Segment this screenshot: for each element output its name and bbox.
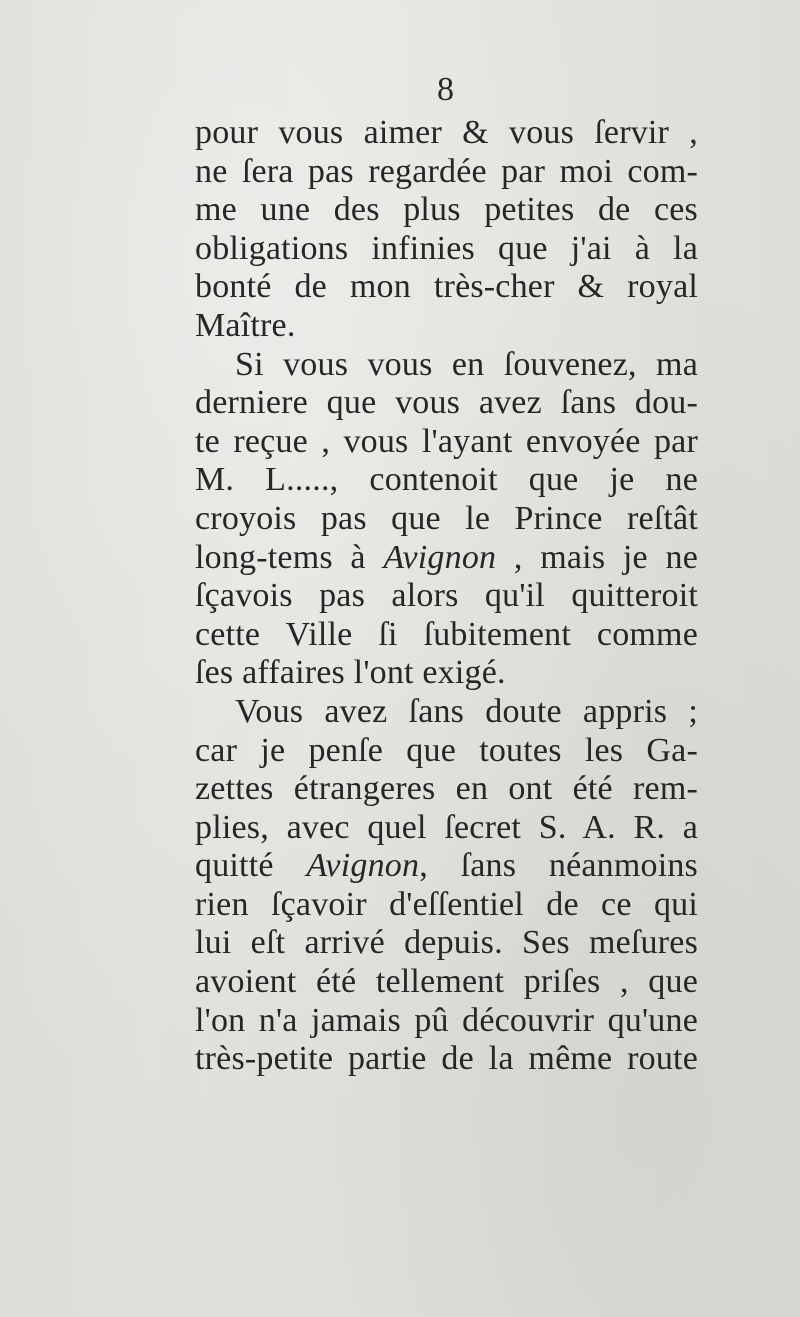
text-line: ſçavois pas alors qu'il quitteroit [195, 577, 698, 615]
text-line: l'on n'a jamais pû découvrir qu'une [195, 1001, 698, 1039]
text-segment: quitté [195, 847, 307, 885]
text-line: ne ſera pas regardée par moi com- [195, 152, 698, 190]
text-line: Vous avez ſans doute appris ; [235, 692, 698, 730]
text-line: croyois pas que le Prince reſtât [195, 499, 698, 537]
text-line [195, 539, 698, 578]
body-text [195, 114, 698, 1079]
text-line: te reçue , vous l'ayant envoyée par [195, 422, 698, 460]
page-number: 8 [437, 71, 454, 108]
text-line: ſes affaires l'ont exigé. [195, 654, 506, 692]
text-line: pour vous aimer & vous ſervir , [195, 114, 698, 151]
text-line: derniere que vous avez ſans dou- [195, 384, 698, 422]
text-line: avoient été tellement priſes , que [195, 963, 698, 1001]
text-segment: , mais je ne [496, 538, 698, 576]
text-segment: long-tems à [195, 538, 384, 576]
text-line: plies, avec quel ſecret S. A. R. a [195, 808, 698, 846]
italic-place-name: Avignon [383, 538, 497, 576]
text-line: me une des plus petites de ces [195, 191, 698, 229]
text-line [195, 847, 698, 886]
text-line: bonté de mon très-cher & royal [195, 268, 698, 306]
text-line: zettes étrangeres en ont été rem- [195, 770, 698, 808]
text-line: obligations infinies que j'ai à la [195, 229, 698, 267]
text-line: Maître. [195, 306, 296, 344]
italic-place-name: Avignon [306, 847, 420, 885]
text-line: très-petite partie de la même route [195, 1040, 698, 1078]
text-line: M. L....., contenoit que je ne [195, 461, 698, 499]
text-line: rien ſçavoir d'eſſentiel de ce qui [195, 885, 698, 923]
text-segment: , ſans néanmoins [419, 847, 698, 885]
text-line: car je penſe que toutes les Ga- [195, 731, 698, 769]
text-line: lui eſt arrivé depuis. Ses meſures [195, 924, 698, 962]
text-line: Si vous vous en ſouvenez, ma [235, 345, 698, 383]
text-line: cette Ville ſi ſubitement comme [195, 615, 698, 653]
